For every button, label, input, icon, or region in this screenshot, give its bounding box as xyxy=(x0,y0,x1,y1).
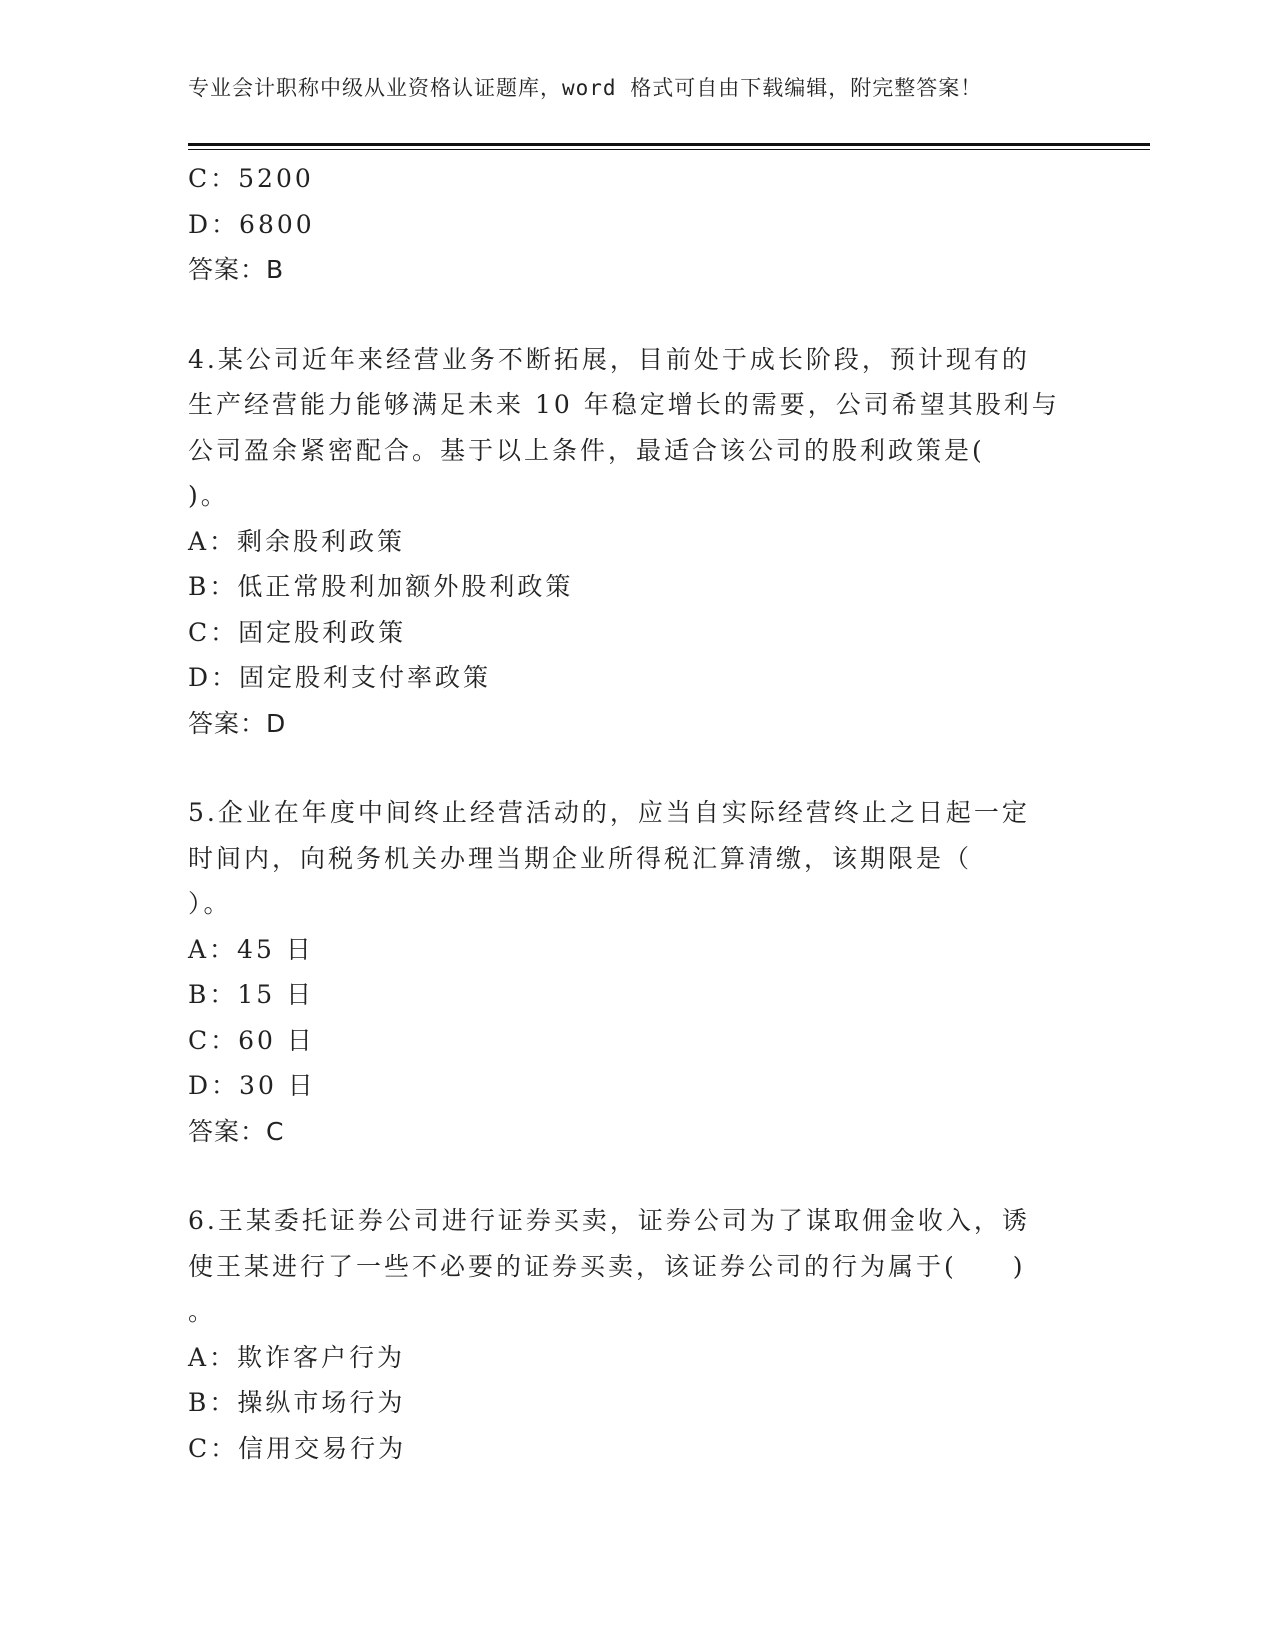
question-6 xyxy=(188,1198,1088,1471)
q5-option-c: C：60 日 xyxy=(188,1025,315,1055)
q5-stem-line-2: 时间内，向税务机关办理当期企业所得税汇算清缴，该期限是（ xyxy=(188,843,973,873)
question-5 xyxy=(188,790,1088,1154)
q5-stem-line-1: 5.企业在年度中间终止经营活动的，应当自实际经营终止之日起一定 xyxy=(188,798,1030,827)
q4-stem-line-1: 4.某公司近年来经营业务不断拓展，目前处于成长阶段，预计现有的 xyxy=(188,344,1030,374)
q3-option-d: D：6800 xyxy=(188,209,315,239)
q4-option-d: D：固定股利支付率政策 xyxy=(188,663,492,692)
header-rule-thin xyxy=(188,149,1150,150)
question-3-tail xyxy=(188,156,1088,293)
q5-answer: 答案：C xyxy=(188,1116,285,1146)
q4-option-b: B：低正常股利加额外股利政策 xyxy=(188,572,574,601)
q4-stem-line-3: 公司盈余紧密配合。基于以上条件，最适合该公司的股利政策是( xyxy=(188,435,985,465)
q4-option-c: C：固定股利政策 xyxy=(188,617,407,647)
spacer xyxy=(188,293,1088,337)
question-content xyxy=(188,156,1088,1471)
q4-stem-line-4: )。 xyxy=(188,481,229,510)
spacer xyxy=(188,1154,1088,1198)
q6-option-c: C：信用交易行为 xyxy=(188,1433,407,1463)
q5-option-a: A：45 日 xyxy=(188,934,314,964)
q5-stem-line-3: ）。 xyxy=(188,889,232,918)
q3-answer: 答案：B xyxy=(188,255,285,284)
q6-stem-line-3: 。 xyxy=(188,1297,217,1326)
q6-option-a: A：欺诈客户行为 xyxy=(188,1342,406,1372)
header-rule-thick xyxy=(188,143,1150,146)
q6-stem-line-1: 6.王某委托证券公司进行证券买卖，证券公司为了谋取佣金收入，诱 xyxy=(188,1206,1030,1235)
page-header: 专业会计职称中级从业资格认证题库，word 格式可自由下载编辑，附完整答案！ xyxy=(188,76,983,100)
q4-option-a: A：剩余股利政策 xyxy=(188,526,406,556)
q6-stem-line-2: 使王某进行了一些不必要的证券买卖，该证券公司的行为属于( ) xyxy=(188,1251,1026,1281)
q6-option-b: B：操纵市场行为 xyxy=(188,1388,406,1417)
question-4 xyxy=(188,337,1088,747)
q5-option-d: D：30 日 xyxy=(188,1071,316,1100)
q5-option-b: B：15 日 xyxy=(188,980,315,1009)
q4-answer: 答案：D xyxy=(188,708,287,738)
q4-stem-line-2: 生产经营能力能够满足未来 10 年稳定增长的需要，公司希望其股利与 xyxy=(188,390,1060,419)
q3-option-c: C：5200 xyxy=(188,164,314,193)
spacer xyxy=(188,746,1088,790)
